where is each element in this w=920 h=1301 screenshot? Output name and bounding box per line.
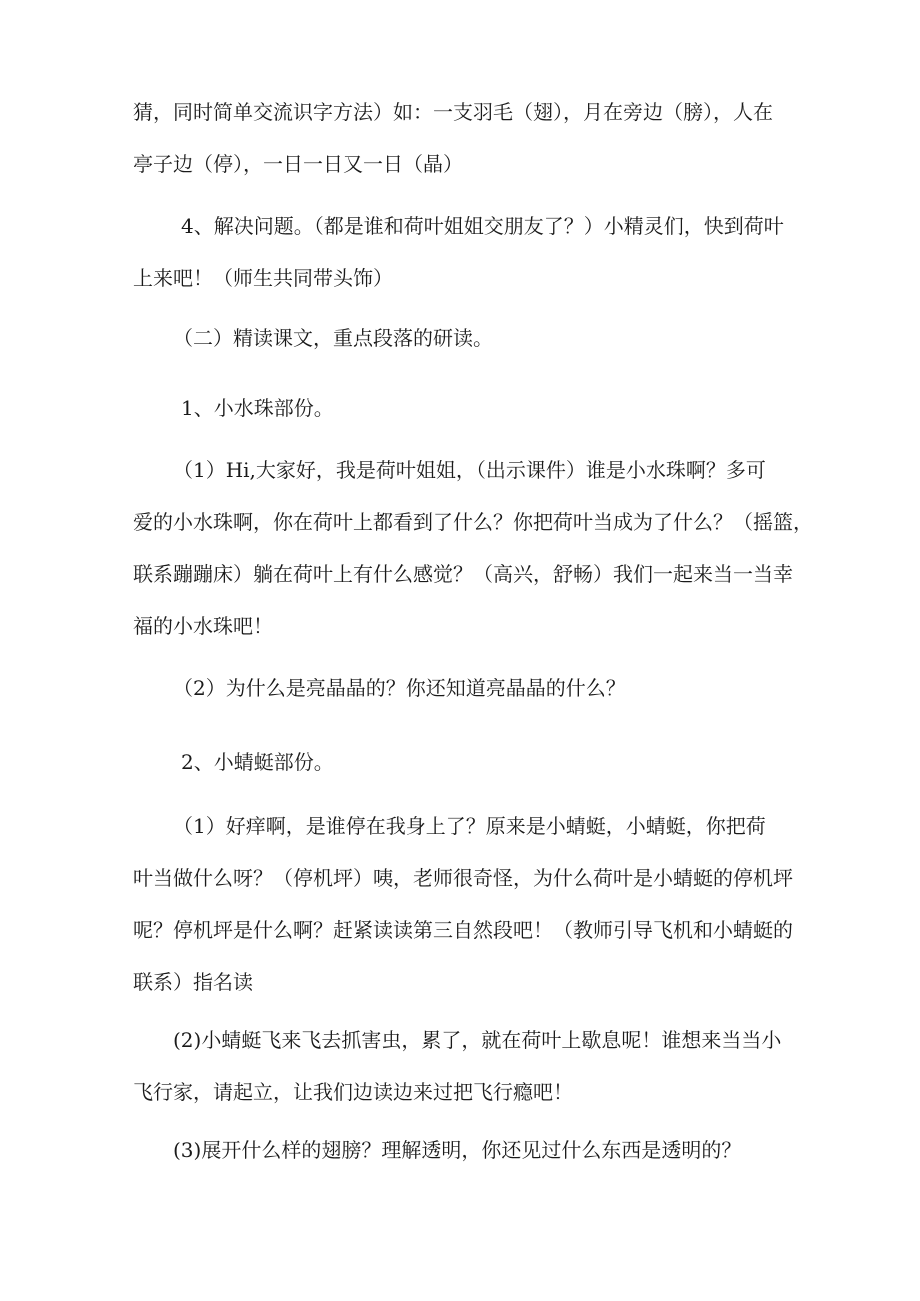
section-heading-2 [133,312,805,364]
text-line: 亭子边（停），一日一日又一日（晶） [133,152,463,176]
text-line: （1）好痒啊，是谁停在我身上了？原来是小蜻蜓，小蜻蜓，你把荷 [173,814,766,838]
subheading: 1、小水珠部份。 [181,396,334,420]
subheading: 2、小蜻蜓部份。 [181,750,334,774]
text-line: 福的小水珠吧！ [133,614,273,638]
paragraph-dragonfly-3 [133,1124,805,1176]
section-heading: （二）精读课文，重点段落的研读。 [173,326,493,350]
text-line: 联系蹦蹦床）躺在荷叶上有什么感觉？（高兴，舒畅）我们一起来当一当幸 [133,562,793,586]
text-line: （2）为什么是亮晶晶的？你还知道亮晶晶的什么？ [173,676,626,700]
text-line: 爱的小水珠啊，你在荷叶上都看到了什么？你把荷叶当成为了什么？（摇篮， [133,510,813,534]
subheading-dragonfly [133,736,805,788]
text-line: 叶当做什么呀？（停机坪）咦，老师很奇怪，为什么荷叶是小蜻蜓的停机坪 [133,866,793,890]
text-line: 上来吧！（师生共同带头饰） [133,266,393,290]
text-line: (2)小蜻蜓飞来飞去抓害虫，累了，就在荷叶上歇息呢！谁想来当当小 [173,1028,782,1052]
paragraph-dragonfly-1 [133,800,805,1008]
text-line: 呢？停机坪是什么啊？赶紧读读第三自然段吧！（教师引导飞机和小蜻蜓的 [133,918,793,942]
paragraph-water-drop-2 [133,662,805,714]
text-line: 4、解决问题。（都是谁和荷叶姐姐交朋友了？）小精灵们，快到荷叶 [181,214,784,238]
paragraph-dragonfly-2 [133,1014,805,1118]
paragraph-word-guessing [133,86,805,190]
text-line: 联系）指名读 [133,970,253,994]
text-line: 飞行家，请起立，让我们边读边来过把飞行瘾吧！ [133,1080,573,1104]
subheading-water-drop [133,382,805,434]
text-line: (3)展开什么样的翅膀？理解透明，你还见过什么东西是透明的？ [173,1138,742,1162]
paragraph-step-4 [133,200,805,304]
paragraph-water-drop-1 [133,444,813,652]
text-line: 猜，同时简单交流识字方法）如：一支羽毛（翅），月在旁边（膀），人在 [133,100,773,124]
text-line: （1）Hi,大家好，我是荷叶姐姐，（出示课件）谁是小水珠啊？多可 [173,458,766,482]
